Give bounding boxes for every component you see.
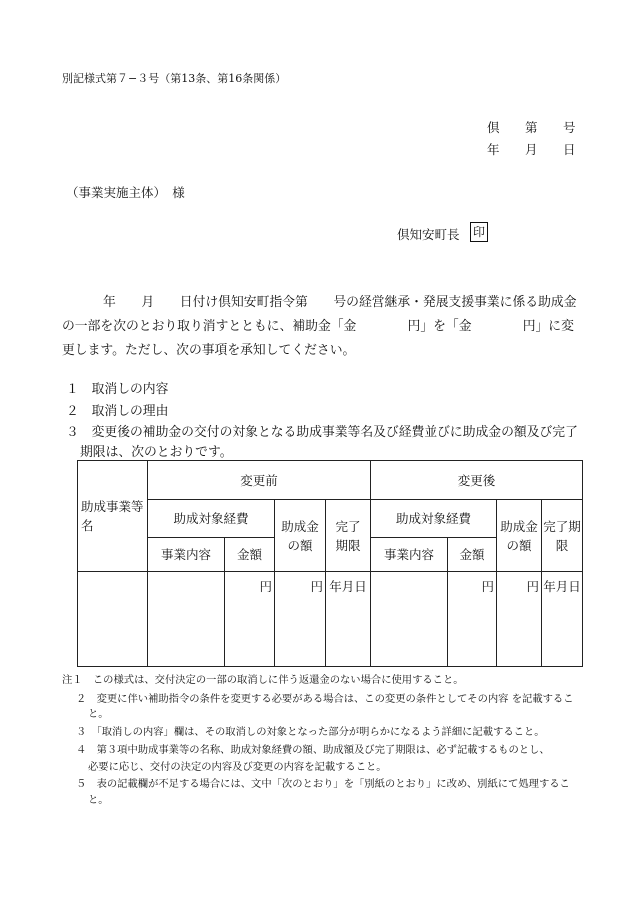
item-3-continued: 期限は、次のとおりです。	[80, 445, 233, 460]
note-3: ３ 「取消しの内容」欄は、その取消しの対象となった部分が明らかになるよう詳細に記載すること。	[76, 726, 545, 738]
reference-prefix: 倶	[487, 120, 500, 135]
after-deadline-header: 完了期限	[542, 500, 583, 572]
seal-mark: 印	[470, 222, 488, 242]
note-4: ４ 第３項中助成事業等の名称、助成対象経費の額、助成額及び完了期限は、必ず記載するものとし、	[76, 744, 550, 756]
after-grant-unit: 円	[497, 572, 542, 667]
note-5-continued: と。	[88, 794, 109, 806]
before-eligible-cost-header: 助成対象経費	[148, 500, 275, 538]
item-1: １ 取消しの内容	[66, 382, 169, 397]
project-name-header: 助成事業等名	[78, 461, 148, 572]
note-1: 注１ この様式は、交付決定の一部の取消しに伴う返還金のない場合に使用すること。	[62, 674, 464, 686]
after-business-content-cell	[371, 572, 448, 667]
before-deadline-header: 完了期限	[326, 500, 371, 572]
before-deadline-unit: 年月日	[326, 572, 371, 667]
item-2: ２ 取消しの理由	[66, 404, 169, 419]
addressee: （事業実施主体） 様	[66, 185, 185, 200]
project-name-cell	[78, 572, 148, 667]
note-4-continued: 必要に応じ、交付の決定の内容及び変更の内容を記載すること。	[88, 761, 387, 773]
after-deadline-unit: 年月日	[542, 572, 583, 667]
after-amount-header: 金額	[448, 538, 497, 572]
before-amount-unit: 円	[225, 572, 275, 667]
form-identifier: 別記様式第７−３号（第13条、第16条関係）	[62, 72, 287, 85]
issuer-name: 倶知安町長	[397, 227, 460, 242]
reference-dai: 第	[525, 120, 538, 135]
after-amount-unit: 円	[448, 572, 497, 667]
note-5: ５ 表の記載欄が不足する場合には、文中「次のとおり」を「別紙のとおり」に改め、別紙にて処理するこ	[76, 778, 570, 790]
item-3: ３ 変更後の補助金の交付の対象となる助成事業等名及び経費並びに助成金の額及び完了	[66, 425, 578, 440]
date-month: 月	[525, 142, 538, 157]
before-grant-amount-header: 助成金の額	[275, 500, 326, 572]
before-amount-header: 金額	[225, 538, 275, 572]
after-change-header: 変更後	[371, 461, 583, 500]
body-line-2: の一部を次のとおり取り消すとともに、補助金「金 円」を「金 円」に変	[62, 319, 574, 334]
after-business-content-header: 事業内容	[371, 538, 448, 572]
note-2: ２ 変更に伴い補助指令の条件を変更する必要がある場合は、この変更の条件としてその内容 を記載するこ	[76, 693, 574, 705]
before-business-content-cell	[148, 572, 225, 667]
after-eligible-cost-header: 助成対象経費	[371, 500, 497, 538]
body-line-3: 更します。ただし、次の事項を承知してください。	[62, 343, 356, 358]
before-change-header: 変更前	[148, 461, 371, 500]
reference-go: 号	[563, 120, 576, 135]
before-business-content-header: 事業内容	[148, 538, 225, 572]
note-2-continued: と。	[88, 708, 109, 720]
body-line-1: 年 月 日付け倶知安町指令第 号の経営継承・発展支援事業に係る助成金	[103, 295, 577, 310]
grant-change-table	[77, 460, 583, 667]
date-year: 年	[487, 142, 500, 157]
after-grant-amount-header: 助成金の額	[497, 500, 542, 572]
before-grant-unit: 円	[275, 572, 326, 667]
date-day: 日	[563, 142, 576, 157]
